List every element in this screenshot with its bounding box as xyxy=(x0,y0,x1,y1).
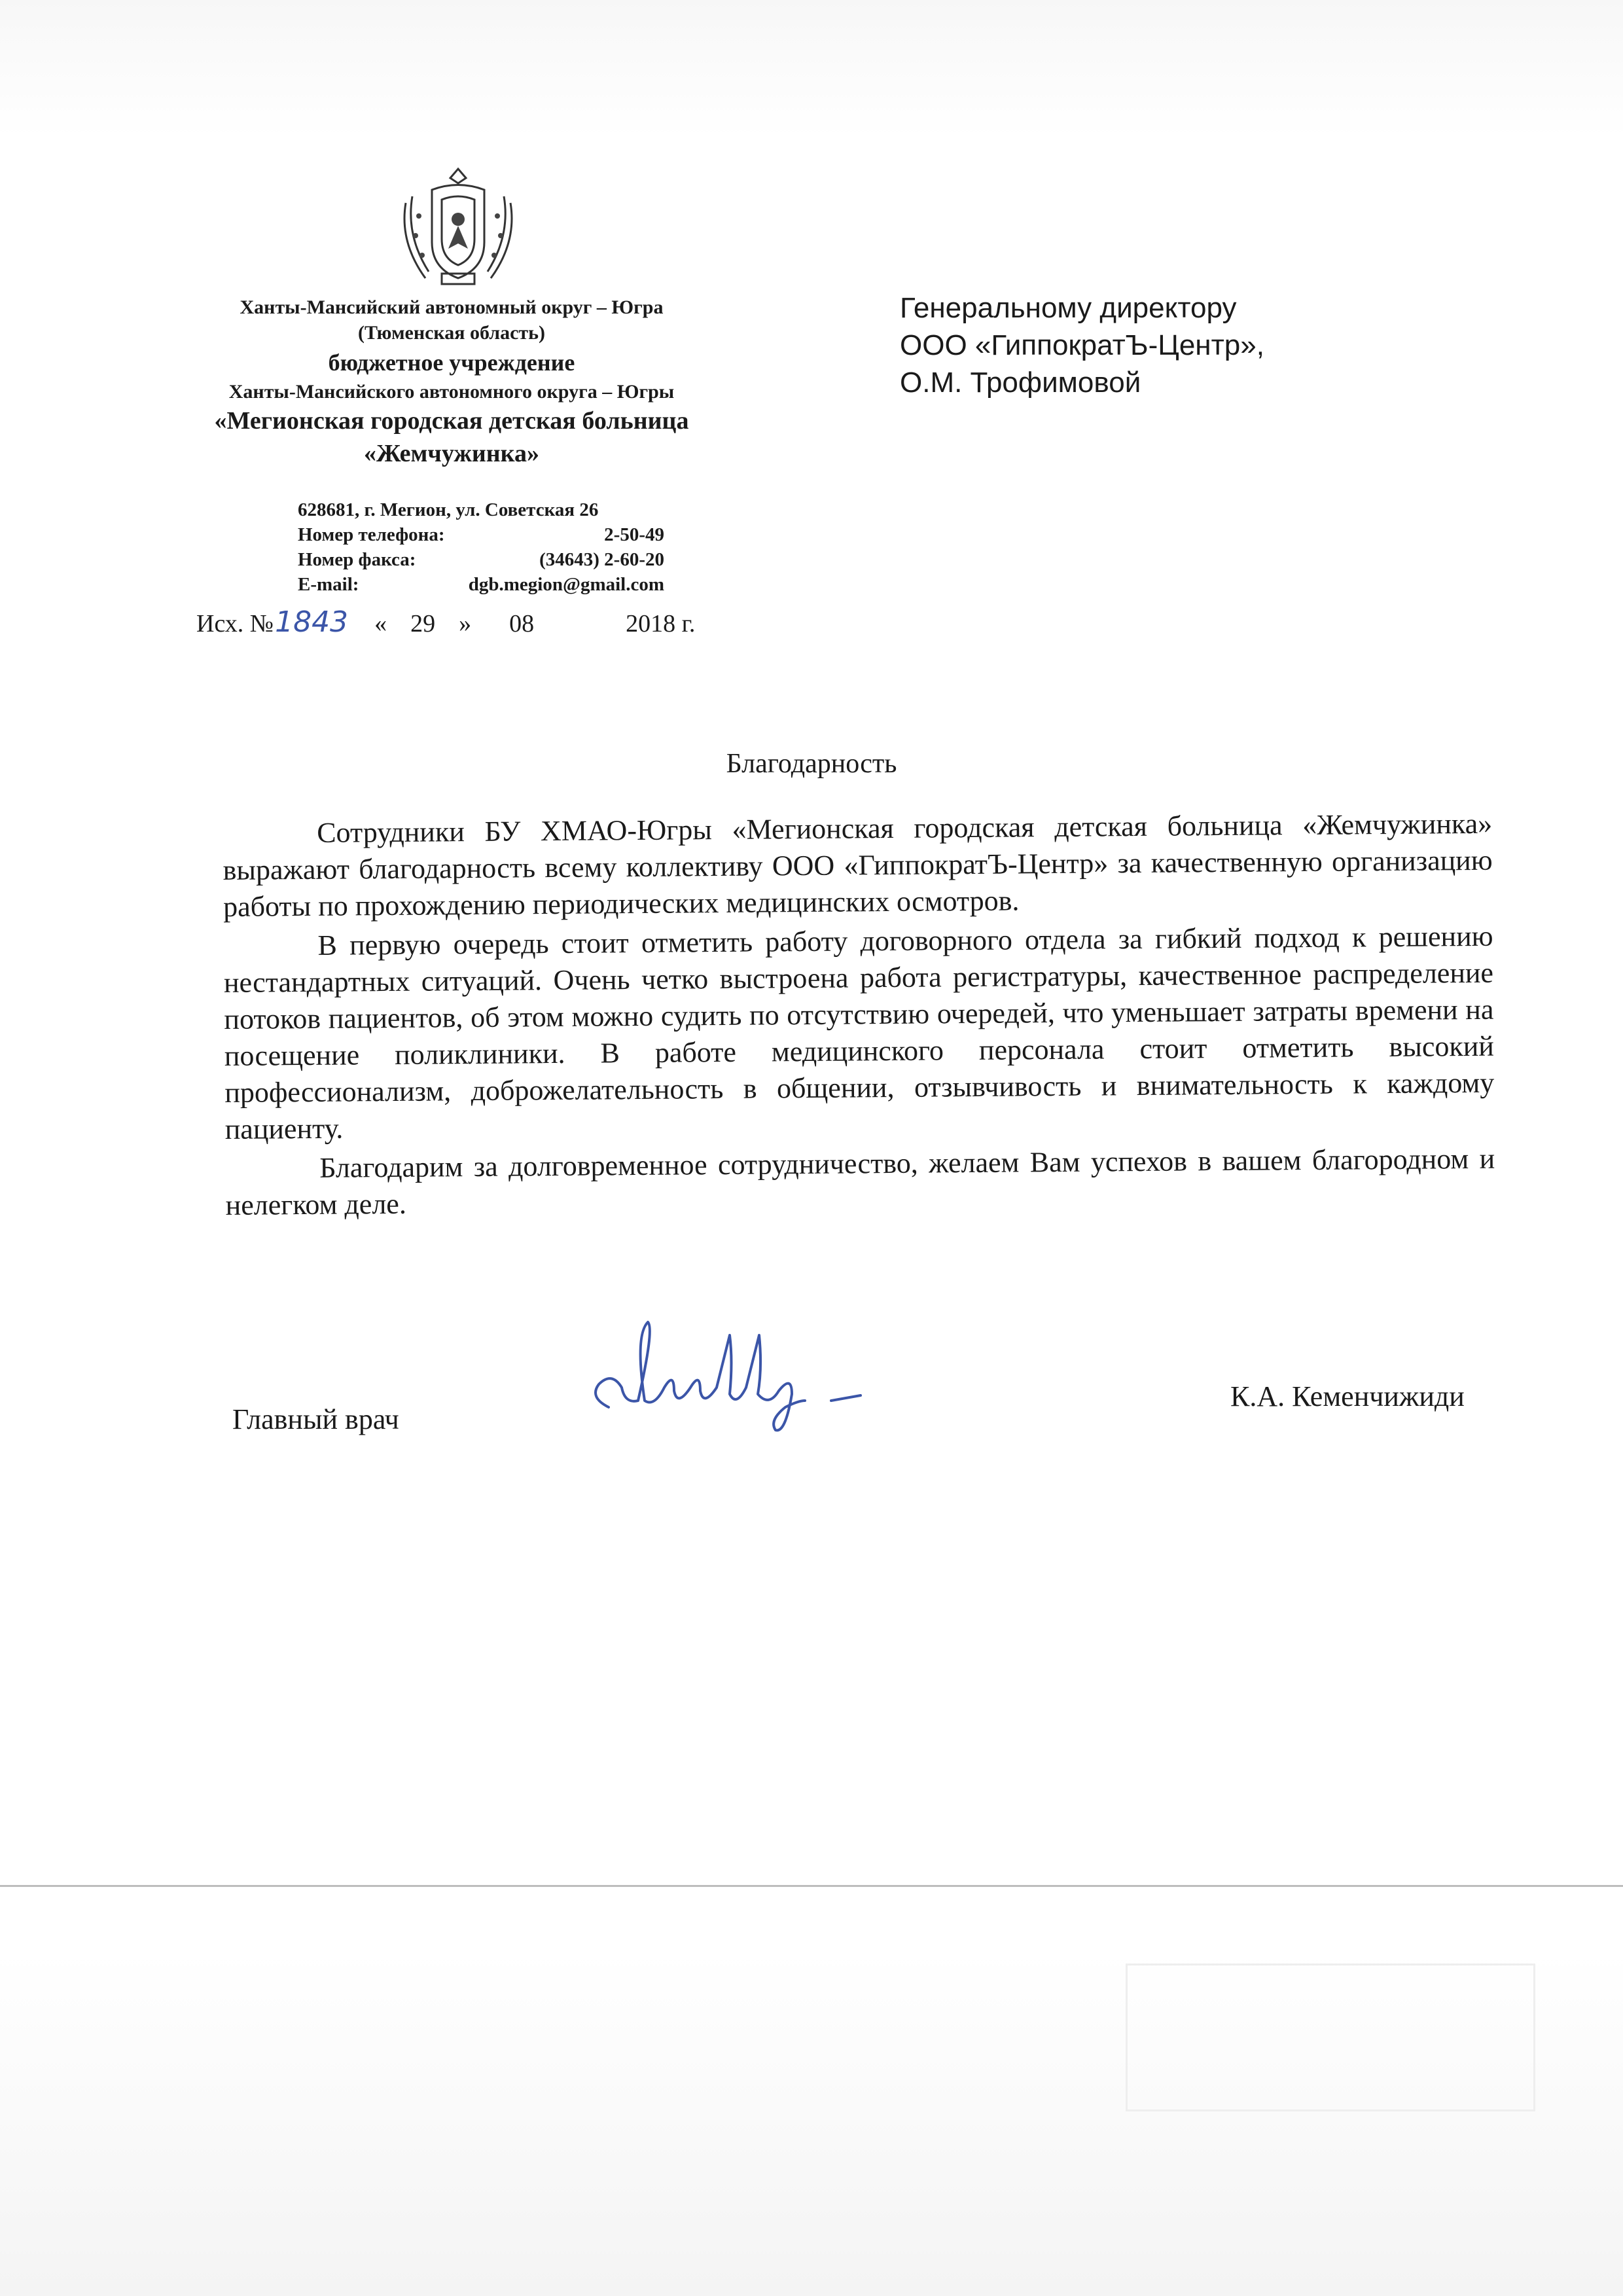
handwritten-signature xyxy=(582,1309,883,1440)
addressee-name: О.М. Трофимовой xyxy=(900,367,1141,399)
date-day: 29 xyxy=(410,610,436,637)
date-close-quote: » xyxy=(459,610,472,637)
letterhead-oblast: (Тюменская область) xyxy=(358,322,545,344)
addressee-block xyxy=(900,289,1264,401)
contact-info xyxy=(298,497,664,597)
letterhead-hospital-name: «Мегионская городская детская больница xyxy=(214,407,689,435)
signatory-name: К.А. Кеменчижиди xyxy=(1230,1380,1465,1412)
letterhead xyxy=(157,295,746,470)
phone-value: 2-50-49 xyxy=(604,524,664,545)
addressee-company: ООО «ГиппократЪ-Центр», xyxy=(900,329,1264,361)
outgoing-reference xyxy=(196,605,695,639)
letter-title: Благодарность xyxy=(726,749,897,779)
outgoing-prefix: Исх. № xyxy=(196,610,274,637)
addressee-position: Генеральному директору xyxy=(900,292,1237,324)
email-label: E-mail: xyxy=(298,574,359,595)
outgoing-number: 1843 xyxy=(275,605,349,639)
phone-label: Номер телефона: xyxy=(298,524,445,545)
paragraph: В первую очередь стоит отметить работу договорного отдела за гибкий подход к решению нестандартных ситуаций. Очень четко выстроена работа регистратуры, качественное распределение потоков пациентов, об этом можно судить по отсутствию очередей, что уменьшает затраты времени на посещение поликлиники. В работе медицинского персонала стоит отметить высокий профессионализм, доброжелательность в общении, отзывчивость и внимательность к каждому пациенту. xyxy=(223,920,1495,1145)
letterhead-region: Ханты-Мансийский автономный округ – Югра xyxy=(240,296,664,318)
paragraph: Благодарим за долговременное сотрудничество, желаем Вам успехов в вашем благородном и нелегком деле. xyxy=(225,1142,1495,1221)
address: 628681, г. Мегион, ул. Советская 26 xyxy=(298,499,599,520)
paragraph: Сотрудники БУ ХМАО-Югры «Мегионская городская детская больница «Жемчужинка» выражают благодарность всему коллективу ООО «ГиппократЪ-Центр» за качественную организацию работы по прохождению периодических медицинских осмотров. xyxy=(223,807,1493,923)
letterhead-institution-type: бюджетное учреждение xyxy=(328,350,575,376)
date-month: 08 xyxy=(509,610,535,637)
stamp-bleed-through xyxy=(1126,1964,1535,2111)
signatory-role: Главный врач xyxy=(232,1403,399,1435)
email-value: dgb.megion@gmail.com xyxy=(468,574,664,595)
letterhead-hospital-name-2: «Жемчужинка» xyxy=(364,440,539,467)
coat-of-arms-icon xyxy=(393,164,524,288)
fold-line xyxy=(0,1885,1623,1887)
fax-label: Номер факса: xyxy=(298,549,416,570)
date-year: 2018 г. xyxy=(626,610,696,637)
fax-value: (34643) 2-60-20 xyxy=(539,549,664,570)
letter-body xyxy=(223,806,1495,1227)
date-open-quote: « xyxy=(374,610,387,637)
letterhead-institution-owner: Ханты-Мансийского автономного округа – Югры xyxy=(228,381,675,403)
